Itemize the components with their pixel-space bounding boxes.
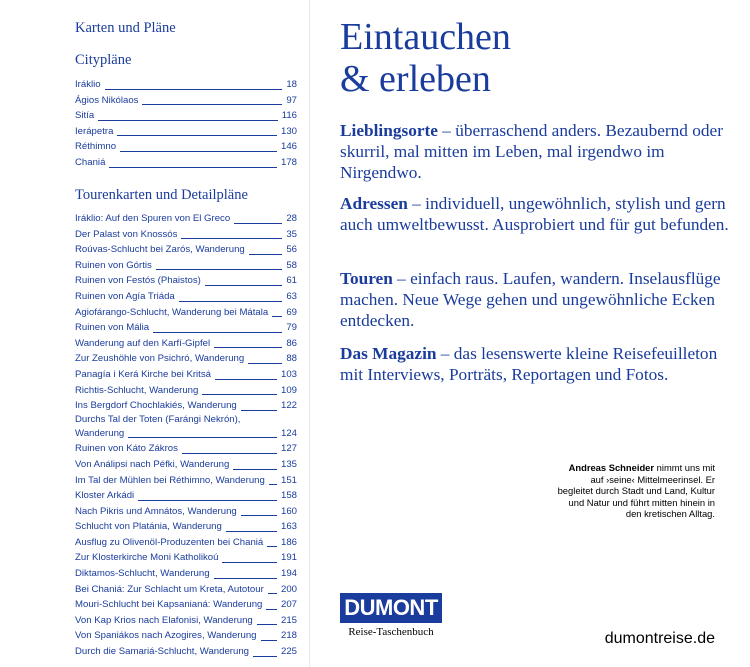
toc-leader-line bbox=[142, 104, 282, 105]
toc-entry-label: Iráklio: Auf den Spuren von El Greco bbox=[75, 213, 231, 224]
toc-entry bbox=[75, 320, 297, 336]
toc-entry-label: Richtis-Schlucht, Wanderung bbox=[75, 384, 199, 396]
toc-leader-line bbox=[153, 332, 282, 333]
toc-leader-line bbox=[249, 254, 283, 255]
toc-entry-label: Zur Zeushöhle von Psichró, Wanderung bbox=[75, 353, 245, 365]
toc-entry bbox=[75, 550, 297, 566]
toc-leader-line bbox=[202, 394, 277, 395]
toc-leader-line bbox=[257, 624, 277, 625]
toc-leader-line bbox=[222, 562, 277, 563]
toc-entry-label: Nach Pikris und Amnátos, Wanderung bbox=[75, 505, 237, 517]
toc-leader-line bbox=[128, 437, 277, 438]
toc-entry-label: Von Kap Krios nach Elafonisi, Wanderung bbox=[75, 614, 253, 626]
toc-entry bbox=[75, 336, 297, 352]
toc-leader-line bbox=[269, 484, 277, 485]
toc-entry-label: Durch die Samariá-Schlucht, Wanderung bbox=[75, 646, 250, 658]
section-title: Karten und Pläne bbox=[75, 20, 176, 36]
toc-entry-label: Ágios Nikólaos bbox=[75, 94, 139, 106]
toc-entry-page: 18 bbox=[286, 79, 297, 90]
toc-entry-label: Ins Bergdorf Chochlakiés, Wanderung bbox=[75, 400, 237, 412]
toc-leader-line bbox=[241, 410, 277, 411]
promo-bold: Das Magazin bbox=[340, 344, 437, 363]
toc-entry-page: 225 bbox=[280, 646, 297, 658]
toc-entry-page: 186 bbox=[280, 536, 297, 548]
toc-entry-label: Mouri-Schlucht bei Kapsanianá: Wanderung bbox=[75, 599, 263, 611]
city-plans-title: Citypläne bbox=[75, 52, 132, 68]
toc-entry-label: Schlucht von Platánia, Wanderung bbox=[75, 521, 222, 533]
toc-entry-label: Ierápetra bbox=[75, 125, 114, 137]
toc-entry bbox=[75, 628, 297, 644]
toc-entry bbox=[75, 93, 297, 109]
toc-leader-line bbox=[205, 285, 282, 286]
toc-entry-label: Réthimno bbox=[75, 141, 117, 153]
toc-entry bbox=[75, 488, 297, 504]
toc-leader-line bbox=[182, 453, 277, 454]
headline-line-1: Eintauchen bbox=[340, 16, 511, 58]
toc-entry-label: Chaniá bbox=[75, 156, 106, 168]
toc-leader-line bbox=[234, 223, 282, 224]
toc-entry-page: 69 bbox=[286, 306, 297, 318]
toc-entry-page: 215 bbox=[280, 614, 297, 626]
promo-text: – einfach raus. Laufen, wandern. Inselausflüge machen. Neue Wege gehen und ungewöhnliche Ecken entdecken. bbox=[340, 269, 721, 330]
toc-entry-label: Von Spaniákos nach Azogires, Wanderung bbox=[75, 630, 257, 642]
toc-entry-label-cont: Wanderung bbox=[75, 427, 125, 439]
toc-leader-line bbox=[215, 379, 277, 380]
promo-bold: Touren bbox=[340, 269, 393, 288]
dumont-logo: DUMONT bbox=[340, 593, 442, 623]
toc-entry bbox=[75, 305, 297, 321]
toc-entry-label: Ruinen von Mália bbox=[75, 322, 150, 334]
toc-leader-line bbox=[233, 469, 277, 470]
toc-entry-label: Panagía i Kerá Kirche bei Kritsá bbox=[75, 368, 211, 380]
toc-entry-page: 207 bbox=[280, 599, 297, 611]
toc-entry bbox=[75, 242, 297, 258]
toc-entry-label: Roúvas-Schlucht bei Zarós, Wanderung bbox=[75, 244, 245, 256]
toc-entry bbox=[75, 582, 297, 598]
author-blurb bbox=[556, 462, 715, 520]
toc-entry-page: 63 bbox=[286, 290, 297, 302]
toc-entry-page: 146 bbox=[280, 141, 297, 153]
toc-entry-page: 178 bbox=[280, 156, 297, 168]
city-plans-list bbox=[75, 77, 297, 171]
toc-entry-page: 122 bbox=[280, 400, 297, 412]
toc-entry-page: 28 bbox=[286, 213, 297, 224]
toc-entry-page: 88 bbox=[286, 353, 297, 365]
toc-entry bbox=[75, 383, 297, 399]
toc-entry-label: Zur Klosterkirche Moni Katholikoú bbox=[75, 552, 219, 564]
toc-leader-line bbox=[267, 546, 277, 547]
toc-entry bbox=[75, 77, 297, 93]
toc-leader-line bbox=[105, 89, 283, 90]
toc-entry bbox=[75, 414, 297, 442]
toc-entry-page: 163 bbox=[280, 521, 297, 533]
toc-entry bbox=[75, 108, 297, 124]
logo-subtitle: Reise-Taschenbuch bbox=[348, 626, 434, 638]
toc-entry-label: Im Tal der Mühlen bei Réthimno, Wanderung bbox=[75, 474, 265, 486]
toc-leader-line bbox=[253, 656, 277, 657]
toc-entry-label: Ausflug zu Olivenöl-Produzenten bei Chaniá bbox=[75, 536, 264, 548]
promo-text: – überraschend anders. Bezaubernd oder skurril, mal mitten im Leben, mal irgendwo im Nirgendwo. bbox=[340, 121, 723, 182]
toc-leader-line bbox=[268, 593, 277, 594]
toc-leader-line bbox=[226, 531, 277, 532]
toc-entry-page: 103 bbox=[280, 368, 297, 380]
toc-leader-line bbox=[261, 640, 277, 641]
toc-leader-line bbox=[179, 301, 283, 302]
toc-entry-label: Ruinen von Káto Zákros bbox=[75, 443, 178, 455]
toc-entry-page: 127 bbox=[280, 443, 297, 455]
toc-entry-page: 158 bbox=[280, 490, 297, 502]
toc-entry-page: 86 bbox=[286, 337, 297, 349]
toc-entry-label: Kloster Arkádi bbox=[75, 490, 135, 502]
toc-entry-page: 135 bbox=[280, 458, 297, 470]
promo-text: – individuell, ungewöhnlich, stylish und gern auch umweltbewusst. Ausprobiert und für gut befunden. bbox=[340, 194, 729, 234]
toc-entry-page: 61 bbox=[286, 275, 297, 287]
toc-entry-page: 151 bbox=[280, 474, 297, 486]
toc-entry bbox=[75, 155, 297, 171]
toc-entry-label: Diktamos-Schlucht, Wanderung bbox=[75, 568, 210, 580]
author-name: Andreas Schneider bbox=[568, 462, 655, 473]
toc-entry-label: Agiofárango-Schlucht, Wanderung bei Mátala bbox=[75, 306, 269, 318]
toc-leader-line bbox=[120, 151, 277, 152]
toc-entry-label: Sitía bbox=[75, 110, 95, 122]
toc-entry bbox=[75, 519, 297, 535]
toc-entry-label: Durchs Tal der Toten (Farángi Nekrón), bbox=[75, 413, 241, 425]
promo-bold: Adressen bbox=[340, 194, 408, 213]
toc-entry bbox=[75, 289, 297, 305]
promo-block-magazine bbox=[340, 343, 735, 385]
promo-block-favorites bbox=[340, 120, 735, 183]
toc-entry bbox=[75, 398, 297, 414]
toc-entry bbox=[75, 644, 297, 660]
toc-entry bbox=[75, 473, 297, 489]
toc-leader-line bbox=[266, 609, 277, 610]
toc-entry bbox=[75, 351, 297, 367]
headline bbox=[340, 16, 720, 100]
toc-leader-line bbox=[214, 347, 282, 348]
toc-entry-page: 218 bbox=[280, 630, 297, 642]
author-text: nimmt uns mit auf ›seine‹ Mittelmeerinsel. Er begleitet durch Stadt und Land, Kultur und Natur und führt mitten hinein in den kretischen Alltag. bbox=[557, 462, 715, 520]
toc-entry-page: 124 bbox=[280, 427, 297, 439]
toc-entry bbox=[75, 139, 297, 155]
website-link[interactable]: dumontreise.de bbox=[604, 630, 715, 647]
toc-entry bbox=[75, 124, 297, 140]
toc-entry bbox=[75, 367, 297, 383]
toc-entry-label: Ruinen von Festós (Phaistos) bbox=[75, 275, 201, 287]
toc-entry-page: 160 bbox=[280, 505, 297, 517]
toc-entry-label: Wanderung auf den Karfí-Gipfel bbox=[75, 337, 211, 349]
toc-entry bbox=[75, 273, 297, 289]
toc-entry bbox=[75, 613, 297, 629]
toc-panel bbox=[0, 0, 310, 667]
headline-line-2: & erleben bbox=[340, 58, 491, 100]
toc-entry-label: Bei Chaniá: Zur Schlacht um Kreta, Autotour bbox=[75, 583, 264, 595]
toc-entry bbox=[75, 211, 297, 227]
toc-entry-label: Ruinen von Agía Triáda bbox=[75, 290, 175, 302]
promo-block-tours bbox=[340, 268, 735, 331]
toc-leader-line bbox=[214, 578, 277, 579]
toc-entry-page: 194 bbox=[280, 568, 297, 580]
toc-entry-page: 116 bbox=[281, 110, 297, 122]
toc-leader-line bbox=[181, 238, 282, 239]
toc-leader-line bbox=[272, 316, 282, 317]
tour-maps-list bbox=[75, 211, 297, 660]
toc-entry-page: 130 bbox=[280, 125, 297, 137]
toc-leader-line bbox=[109, 167, 277, 168]
toc-entry-page: 97 bbox=[286, 94, 297, 106]
toc-entry-label: Von Análipsi nach Péfki, Wanderung bbox=[75, 458, 230, 470]
toc-entry-label: Iráklio bbox=[75, 79, 101, 90]
toc-entry bbox=[75, 566, 297, 582]
toc-entry bbox=[75, 597, 297, 613]
toc-leader-line bbox=[138, 500, 277, 501]
toc-entry-label: Der Palast von Knossós bbox=[75, 228, 178, 240]
toc-entry-page: 109 bbox=[280, 384, 297, 396]
promo-block-addresses bbox=[340, 193, 735, 235]
toc-entry-label: Ruinen von Górtis bbox=[75, 259, 152, 271]
tour-maps-title: Tourenkarten und Detailpläne bbox=[75, 187, 248, 203]
toc-entry-page: 56 bbox=[286, 244, 297, 256]
toc-entry bbox=[75, 441, 297, 457]
promo-bold: Lieblingsorte bbox=[340, 121, 438, 140]
toc-entry bbox=[75, 457, 297, 473]
toc-leader-line bbox=[248, 363, 282, 364]
toc-entry-page: 79 bbox=[286, 322, 297, 334]
toc-leader-line bbox=[241, 515, 277, 516]
toc-entry-page: 191 bbox=[280, 552, 297, 564]
toc-entry bbox=[75, 504, 297, 520]
toc-entry bbox=[75, 535, 297, 551]
toc-entry-page: 200 bbox=[280, 583, 297, 595]
toc-leader-line bbox=[117, 135, 277, 136]
toc-entry-page: 35 bbox=[286, 228, 297, 240]
toc-entry bbox=[75, 227, 297, 243]
toc-leader-line bbox=[98, 120, 278, 121]
promo-text: – das lesenswerte kleine Reisefeuilleton mit Interviews, Porträts, Reportagen und Fotos. bbox=[340, 344, 718, 384]
toc-entry-page: 58 bbox=[286, 259, 297, 271]
toc-leader-line bbox=[156, 269, 283, 270]
toc-entry bbox=[75, 258, 297, 274]
